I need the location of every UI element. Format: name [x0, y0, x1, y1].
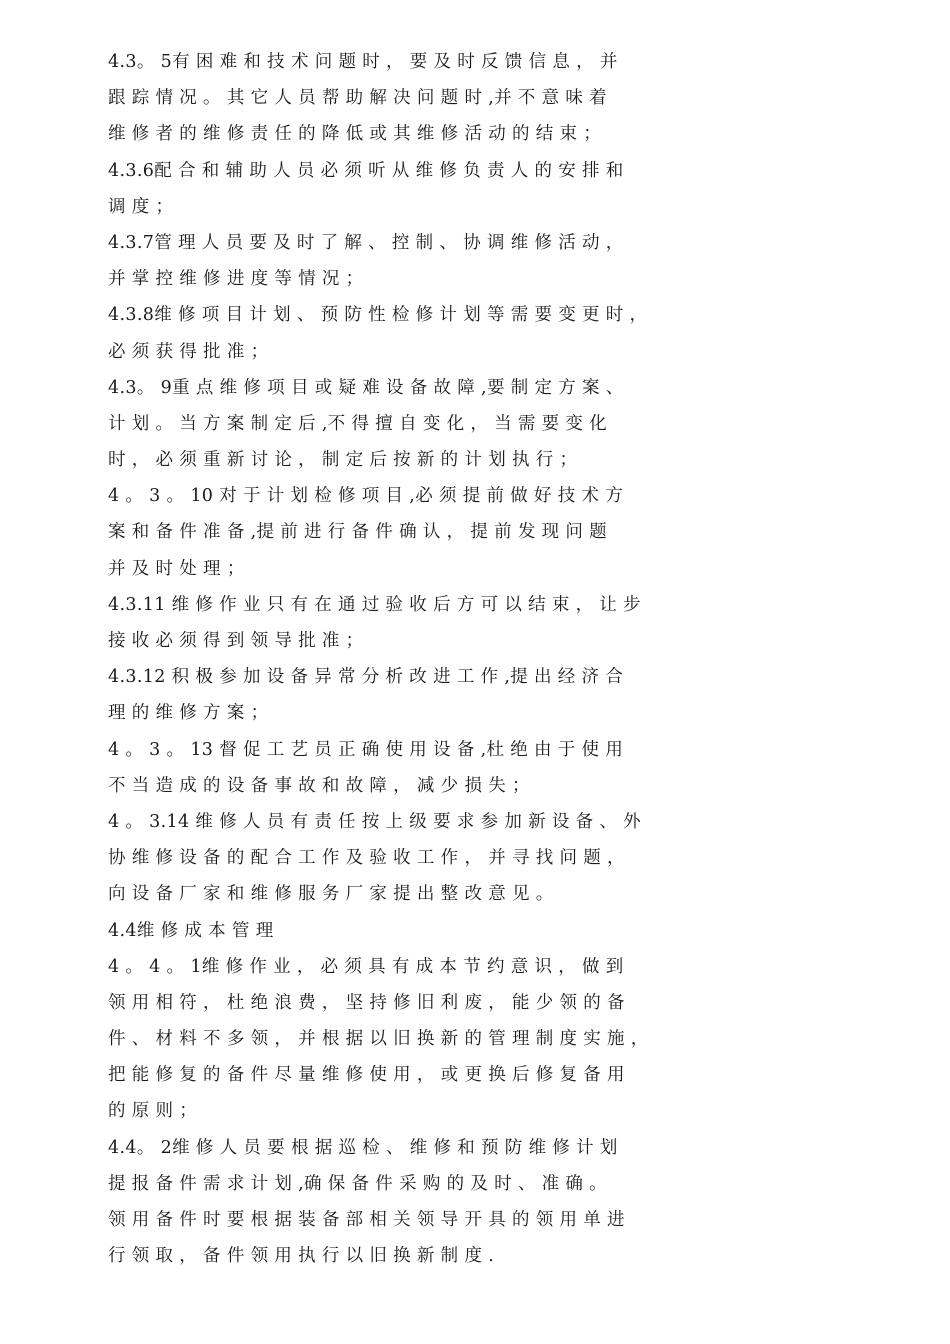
text-line: 不 当 造 成 的 设 备 事 故 和 故 障 ， 减 少 损 失 ；: [108, 775, 530, 796]
text-line: 4.4。 2维 修 人 员 要 根 据 巡 检 、 维 修 和 预 防 维 修 计 划: [108, 1137, 618, 1158]
text-line: 4.3。 9重 点 维 修 项 目 或 疑 难 设 备 故 障 ,要 制 定 方 案 、: [108, 377, 624, 398]
text-line: 4 。 3 。 10 对 于 计 划 检 修 项 目 ,必 须 提 前 做 好 技 术 方: [108, 486, 624, 507]
text-line: 4 。 3 。 13 督 促 工 艺 员 正 确 使 用 设 备 ,杜 绝 由 于 使 用: [108, 739, 624, 760]
text-line: 4.3.6配 合 和 辅 助 人 员 必 须 听 从 维 修 负 责 人 的 安 排 和: [108, 160, 624, 181]
text-line: 理 的 维 修 方 案 ；: [108, 703, 269, 724]
body-text: [108, 44, 868, 1274]
text-line: 4.3。 5有 困 难 和 技 术 问 题 时 ， 要 及 时 反 馈 信 息 ， 并: [108, 52, 618, 72]
text-line: 领 用 备 件 时 要 根 据 装 备 部 相 关 领 导 开 具 的 领 用 单 进: [108, 1210, 625, 1230]
section-heading: 4.4维 修 成 本 管 理: [108, 920, 274, 941]
text-line: 向 设 备 厂 家 和 维 修 服 务 厂 家 提 出 整 改 意 见 。: [108, 884, 554, 905]
text-line: 跟 踪 情 况 。 其 它 人 员 帮 助 解 决 问 题 时 ,并 不 意 味 着: [108, 88, 608, 109]
text-line: 行 领 取 ， 备 件 领 用 执 行 以 旧 换 新 制 度 .: [108, 1246, 495, 1267]
text-line: 4.3.8维 修 项 目 计 划 、 预 防 性 检 修 计 划 等 需 要 变 更 时 ，: [108, 305, 648, 326]
text-line: 并 及 时 处 理 ；: [108, 558, 245, 579]
text-line: 4.3.7管 理 人 员 要 及 时 了 解 、 控 制 、 协 调 维 修 活 动 ，: [108, 232, 624, 253]
text-line: 件 、 材 料 不 多 领 ， 并 根 据 以 旧 换 新 的 管 理 制 度 实 施 ，: [108, 1029, 649, 1050]
text-line: 4 。 3.14 维 修 人 员 有 责 任 按 上 级 要 求 参 加 新 设 备 、 外: [108, 811, 642, 832]
text-line: 维 修 者 的 维 修 责 任 的 降 低 或 其 维 修 活 动 的 结 束 ；: [108, 124, 602, 145]
text-line: 4.3.11 维 修 作 业 只 有 在 通 过 验 收 后 方 可 以 结 束 ， 让 步: [108, 594, 642, 615]
text-line: 调 度 ；: [108, 196, 174, 217]
text-line: 并 掌 控 维 修 进 度 等 情 况 ；: [108, 269, 364, 290]
text-line: 4.3.12 积 极 参 加 设 备 异 常 分 析 改 进 工 作 ,提 出 经 济 合: [108, 667, 624, 688]
text-line: 领 用 相 符 ， 杜 绝 浪 费 ， 坚 持 修 旧 利 废 ， 能 少 领 的 备: [108, 992, 625, 1013]
text-line: 案 和 备 件 准 备 ,提 前 进 行 备 件 确 认 ， 提 前 发 现 问 题: [108, 522, 608, 543]
text-line: 接 收 必 须 得 到 领 导 批 准 ；: [108, 631, 364, 651]
text-line: 把 能 修 复 的 备 件 尽 量 维 修 使 用 ， 或 更 换 后 修 复 备 用: [108, 1065, 625, 1086]
text-line: 计 划 。 当 方 案 制 定 后 ,不 得 擅 自 变 化 ， 当 需 要 变 化: [108, 413, 608, 434]
text-line: 的 原 则 ；: [108, 1101, 198, 1122]
text-line: 协 维 修 设 备 的 配 合 工 作 及 验 收 工 作 ， 并 寻 找 问 题 ，: [108, 848, 625, 869]
text-line: 提 报 备 件 需 求 计 划 ,确 保 备 件 采 购 的 及 时 、 准 确 。: [108, 1173, 608, 1194]
text-line: 4 。 4 。 1维 修 作 业 ， 必 须 具 有 成 本 节 约 意 识 ， 做 到: [108, 956, 624, 977]
text-line: 必 须 获 得 批 准 ；: [108, 341, 269, 362]
text-line: 时 ， 必 须 重 新 讨 论 ， 制 定 后 按 新 的 计 划 执 行 ；: [108, 450, 578, 471]
